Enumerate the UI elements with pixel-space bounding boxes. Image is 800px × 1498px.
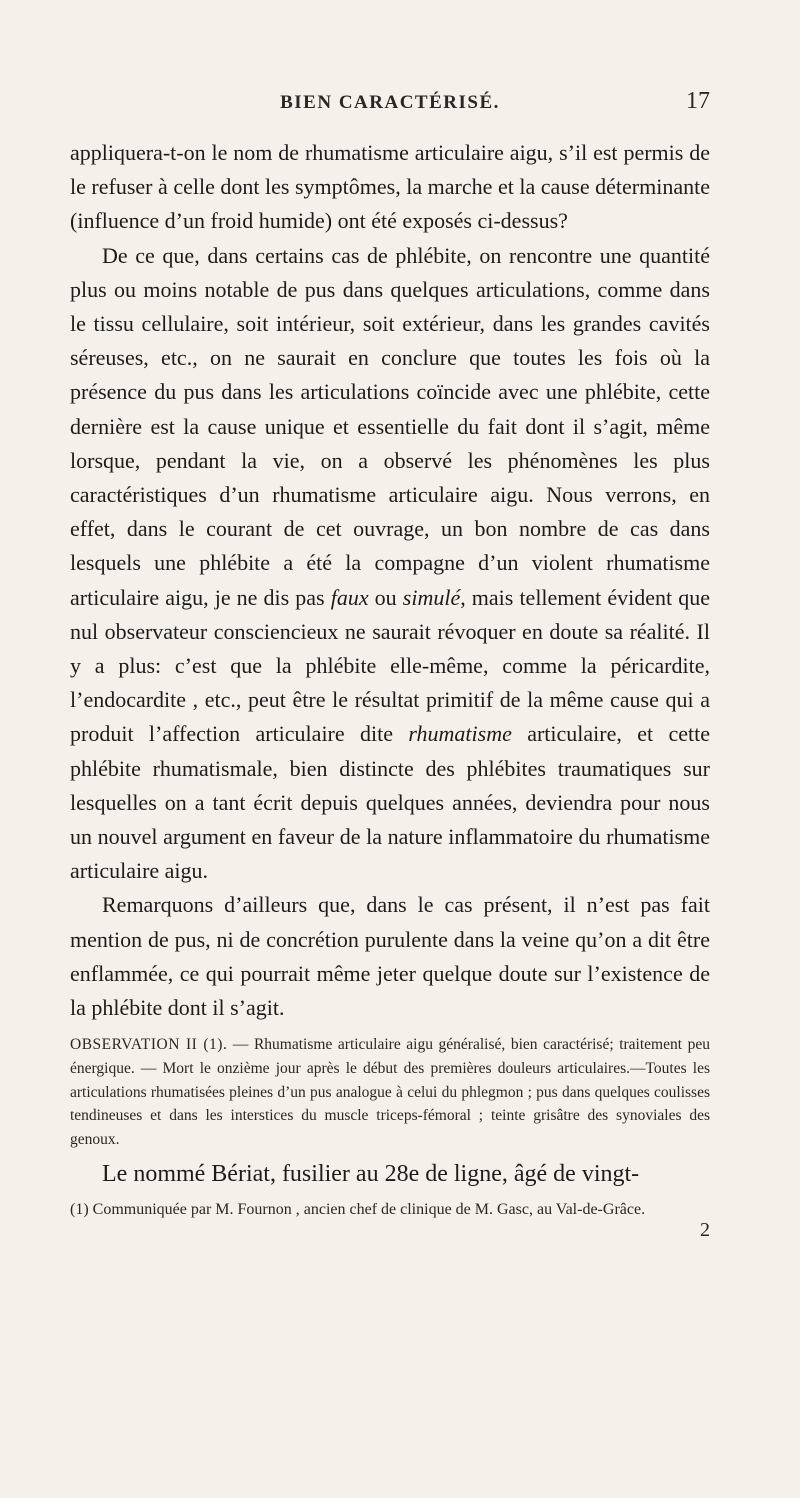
main-text xyxy=(70,136,710,1025)
signature-mark: 2 xyxy=(700,1219,710,1241)
emphasis-faux: faux xyxy=(330,584,369,610)
running-title: BIEN CARACTÉRISÉ. xyxy=(280,92,500,113)
paragraph-2-part-b: , mais tellement évident que nul observateur consciencieux ne saurait révoquer en doute sa réalité. Il y a plus: c’est que la phlébite elle-même, comme la péricardite, l’endocardite , etc., peut être le résultat primitif de la même cause qui a produit l’affection articulaire dite xyxy=(70,584,710,747)
running-head xyxy=(70,88,710,122)
paragraph-2 xyxy=(70,239,710,889)
paragraph-2-part-a: De ce que, dans certains cas de phlébite, on rencontre une quantité plus ou moins notable de pus dans quelques articulations, comme dans le tissu cellulaire, soit intérieur, soit extérieur, dans les grandes cavités séreuses, etc., on ne saurait en conclure que toutes les fois où la présence du pus dans les articulations coïncide avec une phlébite, cette dernière est la cause unique et essentielle du fait dont il s’agit, même lorsque, pendant la vie, on a observé les phénomènes les plus caractéristiques d’un rhumatisme articulaire aigu. Nous verrons, en effet, dans le courant de cet ouvrage, un bon nombre de cas dans lesquels une phlébite a été la compagne d’un violent rhumatisme articulaire aigu, je ne dis pas xyxy=(70,242,710,610)
footnote: (1) Communiquée par M. Fournon , ancien chef de clinique de M. Gasc, au Val-de-Grâce. xyxy=(70,1201,646,1218)
observation-body: Le nommé Bériat, fusilier au 28e de ligne, âgé de vingt- xyxy=(102,1161,640,1187)
emphasis-rhumatisme: rhumatisme xyxy=(408,721,512,747)
paragraph-3: Remarquons d’ailleurs que, dans le cas présent, il n’est pas fait mention de pus, ni de concrétion purulente dans la veine qu’on a dit être enflammée, ce qui pourrait même jeter quelque doute sur l’existence de la phlébite dont il s’agit. xyxy=(70,892,710,1021)
observation-summary xyxy=(70,1033,710,1152)
paragraph-2-part-c: articulaire, et cette phlébite rhumatismale, bien distincte des phlébites traumatiques sur lesquelles on a tant écrit depuis quelques années, deviendra pour nous un nouvel argument en faveur de la nature inflammatoire du rhumatisme articulaire aigu. xyxy=(70,721,710,884)
observation-title: OBSERVATION II (1). xyxy=(70,1036,228,1053)
paragraph-2-connector: ou xyxy=(368,584,403,610)
paragraph-1: appliquera-t-on le nom de rhumatisme articulaire aigu, s’il est permis de le refuser à celle dont les symptômes, la marche et la cause déterminante (influence d’un froid humide) ont été exposés ci-dessus? xyxy=(70,140,710,234)
emphasis-simule: simulé xyxy=(402,584,461,610)
page-number: 17 xyxy=(686,88,710,114)
observation-summary-text: — Rhumatisme articulaire aigu généralisé, bien caractérisé; traitement peu énergique. — Mort le onzième jour après le début des premières douleurs articulaires.—Toutes les articulations rhumatisées pleines d’un pus analogue à celui du phlegmon ; pus dans quelques coulisses tendineuses et dans les interstices du muscle triceps-fémoral ; teinte grisâtre des synoviales des genoux. xyxy=(70,1036,710,1149)
